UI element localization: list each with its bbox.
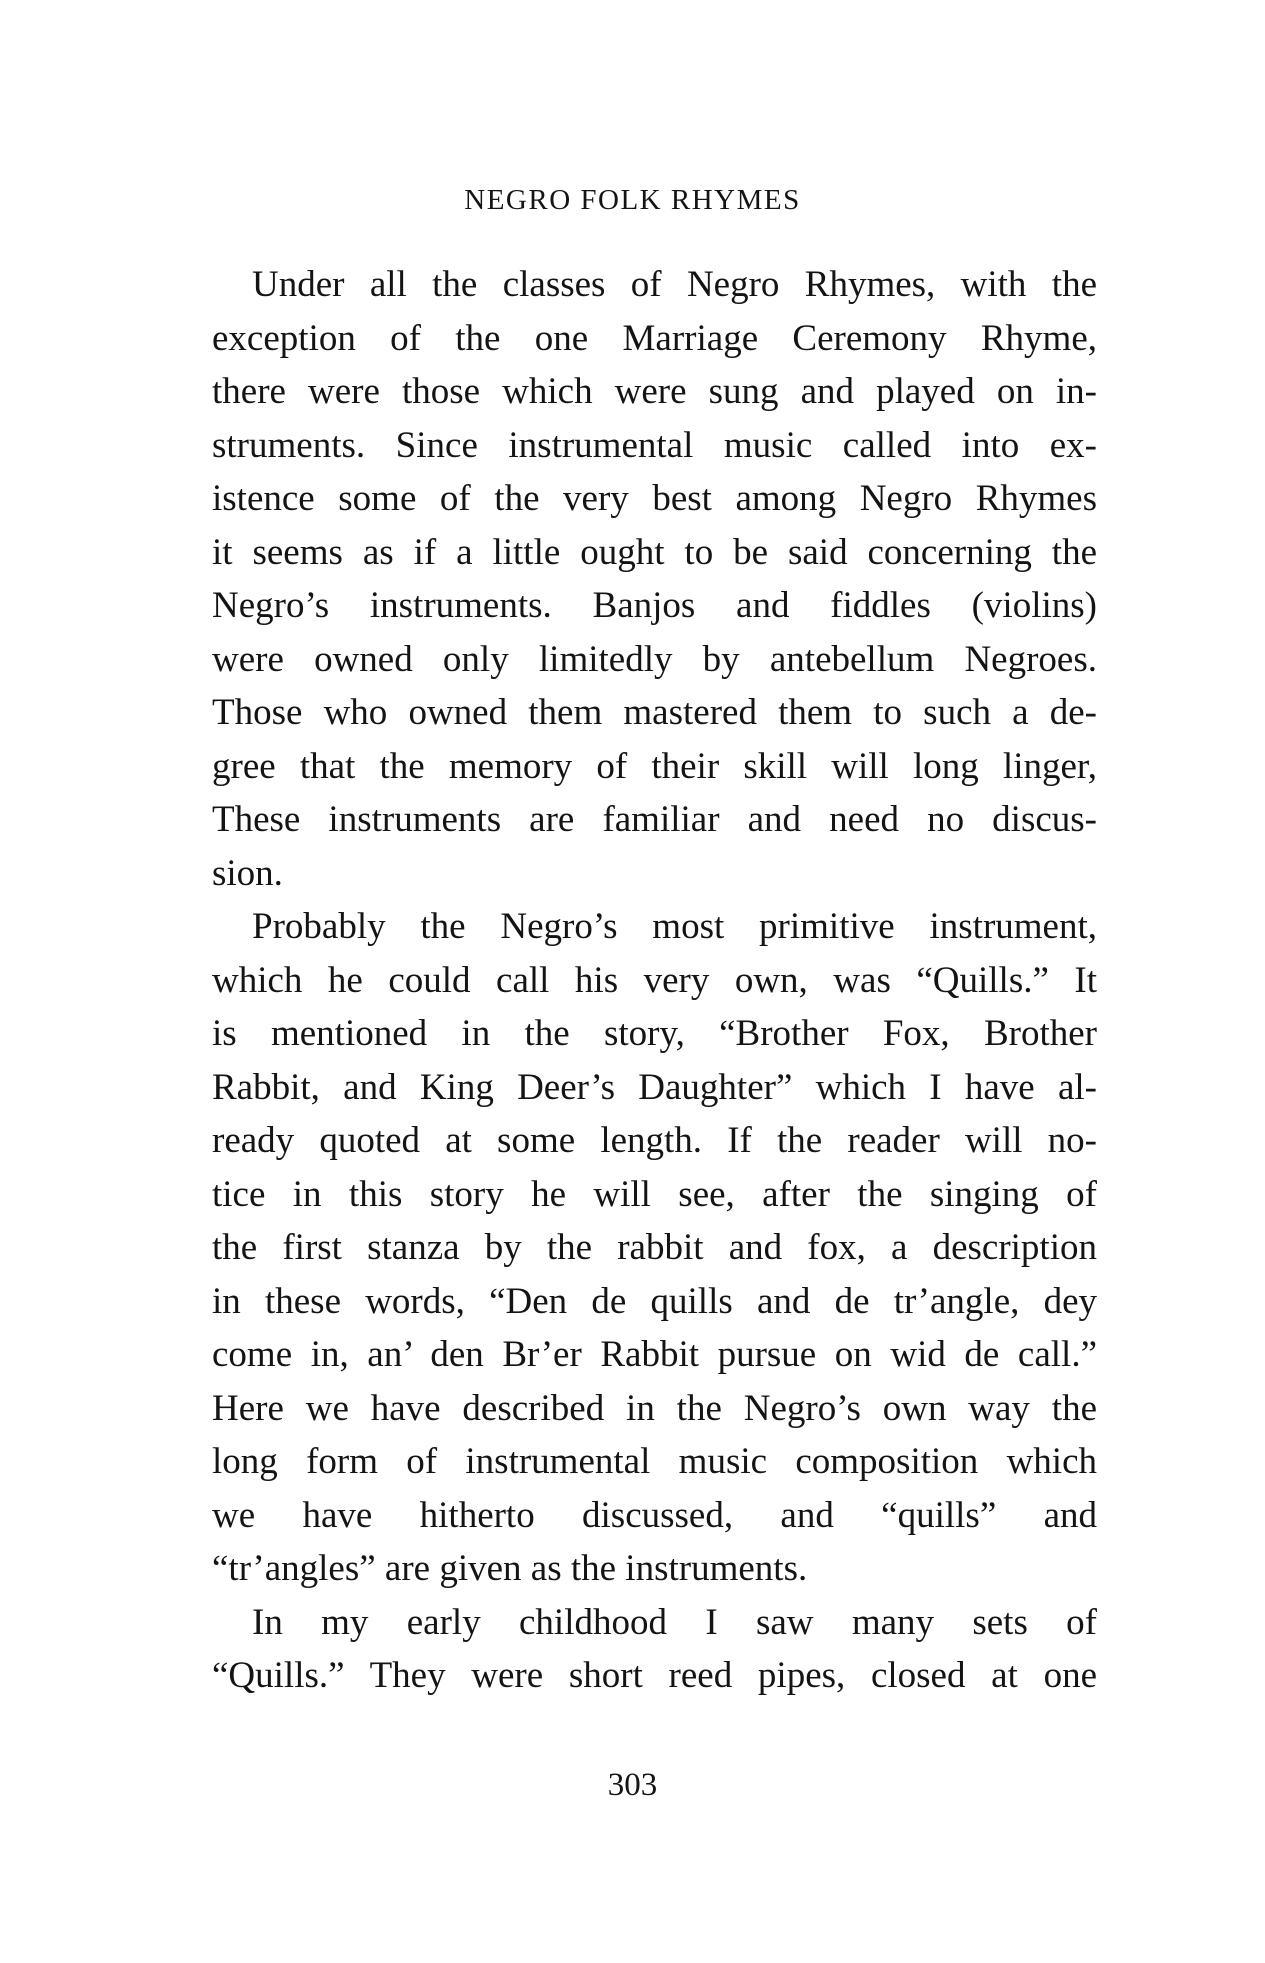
body-text	[212, 258, 1097, 1703]
text-line: come in, an’ den Br’er Rabbit pursue on wid de call.”	[212, 1334, 1097, 1375]
text-line: tice in this story he will see, after the singing of	[212, 1173, 1097, 1215]
text-line: exception of the one Marriage Ceremony Rhyme,	[212, 317, 1097, 359]
text-line: sion.	[212, 852, 283, 894]
text-line: istence some of the very best among Negro Rhymes	[212, 478, 1097, 519]
text-line: “tr’angles” are given as the instruments.	[212, 1548, 808, 1589]
running-header: NEGRO FOLK RHYMES	[464, 184, 801, 216]
text-line: Probably the Negro’s most primitive instrument,	[252, 906, 1097, 947]
text-line: These instruments are familiar and need no discus-	[212, 799, 1097, 840]
text-line: long form of instrumental music composition which	[212, 1441, 1097, 1482]
page-number: 303	[607, 1767, 658, 1803]
text-line: Negro’s instruments. Banjos and fiddles (violins)	[212, 585, 1097, 626]
text-line: the first stanza by the rabbit and fox, a description	[212, 1227, 1097, 1268]
text-line: it seems as if a little ought to be said concerning the	[212, 531, 1097, 573]
text-line: Under all the classes of Negro Rhymes, with the	[252, 264, 1097, 305]
text-line: Rabbit, and King Deer’s Daughter” which I have al-	[212, 1066, 1097, 1108]
text-line: ready quoted at some length. If the reader will no-	[212, 1120, 1097, 1161]
text-line: there were those which were sung and played on in-	[212, 371, 1097, 412]
text-line: Here we have described in the Negro’s own way the	[212, 1387, 1097, 1429]
text-line: In my early childhood I saw many sets of	[252, 1601, 1097, 1643]
text-line: is mentioned in the story, “Brother Fox, Brother	[212, 1013, 1097, 1054]
text-line: in these words, “Den de quills and de tr’angle, dey	[212, 1280, 1097, 1322]
text-line: Those who owned them mastered them to such a de-	[212, 692, 1097, 733]
text-line: were owned only limitedly by antebellum Negroes.	[212, 638, 1097, 680]
text-line: gree that the memory of their skill will long linger,	[212, 745, 1097, 787]
text-line: which he could call his very own, was “Quills.” It	[212, 959, 1097, 1001]
text-line: “Quills.” They were short reed pipes, closed at one	[212, 1655, 1097, 1696]
text-line: struments. Since instrumental music called into ex-	[212, 424, 1097, 466]
text-line: we have hitherto discussed, and “quills” and	[212, 1494, 1097, 1536]
